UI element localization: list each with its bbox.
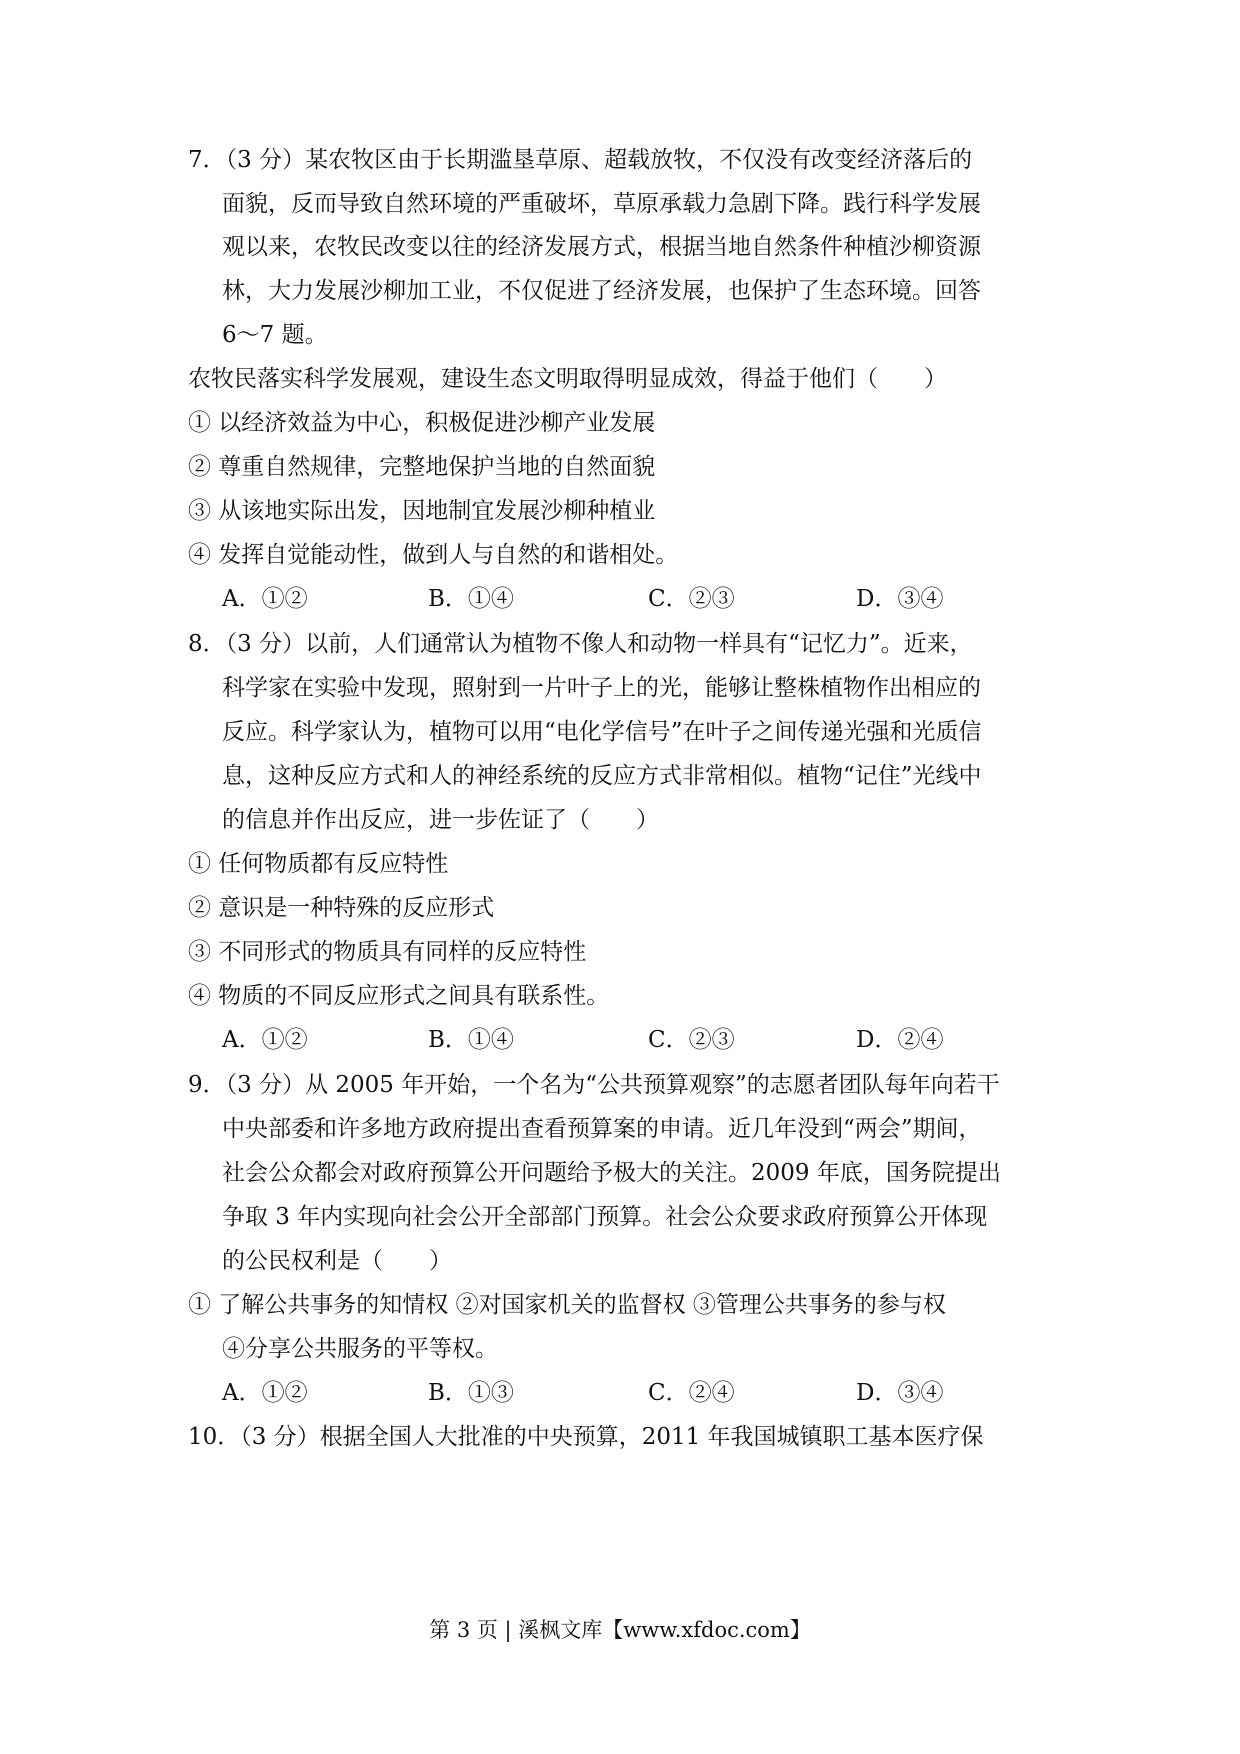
option-item: ③ 不同形式的物质具有同样的反应特性: [188, 939, 587, 965]
option-item: ① 以经济效益为中心，积极促进沙柳产业发展: [188, 410, 656, 436]
question-text-line: 息，这种反应方式和人的神经系统的反应方式非常相似。植物“记住”光线中: [222, 763, 982, 789]
question-text-line: 10．（3 分）根据全国人大批准的中央预算，2011 年我国城镇职工基本医疗保: [188, 1424, 984, 1450]
answer-choice-b: B．①④: [428, 586, 514, 612]
question-text-line: 社会公众都会对政府预算公开问题给予极大的关注。2009 年底，国务院提出: [222, 1160, 1001, 1186]
answer-choice-a: A．①②: [222, 1380, 308, 1406]
question-text-line: 9．（3 分）从 2005 年开始，一个名为“公共预算观察”的志愿者团队每年向若干: [188, 1072, 1000, 1098]
question-text-line: 争取 3 年内实现向社会公开全部部门预算。社会公众要求政府预算公开体现: [222, 1204, 988, 1230]
question-text-line: 林，大力发展沙柳加工业，不仅促进了经济发展，也保护了生态环境。回答: [222, 278, 981, 304]
option-item: ④分享公共服务的平等权。: [222, 1336, 498, 1362]
answer-choice-c: C．②③: [648, 586, 735, 612]
answer-choice-d: D．③④: [856, 586, 944, 612]
answer-choice-c: C．②④: [648, 1380, 735, 1406]
question-text-line: 面貌，反而导致自然环境的严重破坏，草原承载力急剧下降。践行科学发展: [222, 191, 981, 217]
question-text-line: 的信息并作出反应，进一步佐证了（ ）: [222, 807, 659, 833]
option-item: ③ 从该地实际出发，因地制宜发展沙柳种植业: [188, 498, 656, 524]
option-item: ① 了解公共事务的知情权 ②对国家机关的监督权 ③管理公共事务的参与权: [188, 1292, 946, 1318]
option-item: ② 尊重自然规律，完整地保护当地的自然面貌: [188, 454, 656, 480]
question-text-line: 的公民权利是（ ）: [222, 1248, 452, 1274]
answer-choice-a: A．①②: [222, 586, 308, 612]
option-item: ④ 物质的不同反应形式之间具有联系性。: [188, 983, 610, 1009]
question-text-line: 观以来，农牧民改变以往的经济发展方式，根据当地自然条件种植沙柳资源: [222, 234, 981, 260]
answer-choice-c: C．②③: [648, 1027, 735, 1053]
question-stem: 农牧民落实科学发展观，建设生态文明取得明显成效，得益于他们（ ）: [188, 366, 947, 392]
question-text-line: 科学家在实验中发现，照射到一片叶子上的光，能够让整株植物作出相应的: [222, 675, 981, 701]
question-text-line: 中央部委和许多地方政府提出查看预算案的申请。近几年没到“两会”期间，: [222, 1116, 982, 1142]
question-text-line: 7．（3 分）某农牧区由于长期滥垦草原、超载放牧，不仅没有改变经济落后的: [188, 147, 973, 173]
answer-choice-b: B．①③: [428, 1380, 514, 1406]
answer-choice-a: A．①②: [222, 1027, 308, 1053]
question-text-line: 8．（3 分）以前，人们通常认为植物不像人和动物一样具有“记忆力”。近来，: [188, 631, 973, 657]
question-text-line: 6～7 题。: [222, 322, 328, 348]
answer-choice-d: D．②④: [856, 1027, 944, 1053]
answer-choice-b: B．①④: [428, 1027, 514, 1053]
page-footer: 第 3 页 | 溪枫文库【www.xfdoc.com】: [429, 1618, 811, 1642]
option-item: ② 意识是一种特殊的反应形式: [188, 895, 495, 921]
question-text-line: 反应。科学家认为，植物可以用“电化学信号”在叶子之间传递光强和光质信: [222, 719, 982, 745]
answer-choice-d: D．③④: [856, 1380, 944, 1406]
option-item: ① 任何物质都有反应特性: [188, 851, 449, 877]
option-item: ④ 发挥自觉能动性，做到人与自然的和谐相处。: [188, 542, 679, 568]
